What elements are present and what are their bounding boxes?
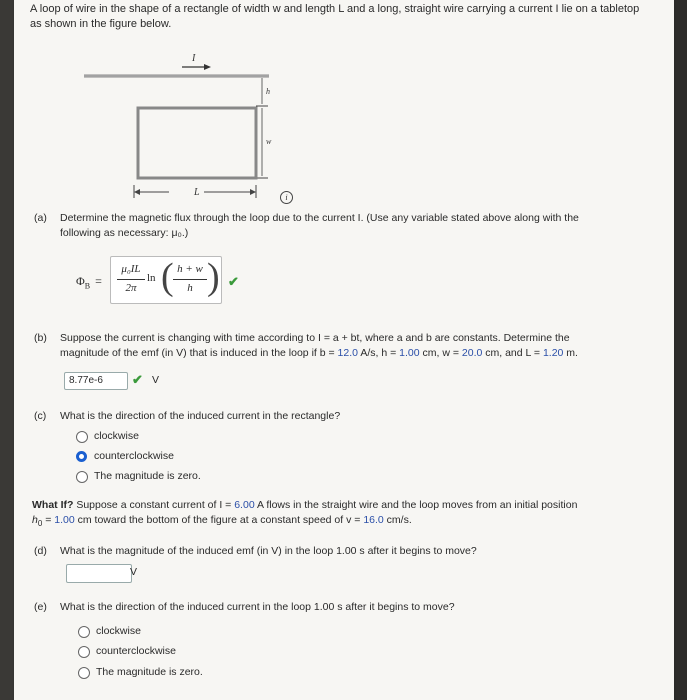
part-e-radio-counterclockwise[interactable] bbox=[78, 646, 90, 658]
what-if-heading: What If? bbox=[32, 499, 74, 511]
part-b-text-line1: Suppose the current is changing with time according to I = a + bt, where a and b are constants. Determine the bbox=[60, 332, 570, 344]
info-icon[interactable] bbox=[280, 191, 293, 204]
info-icon-glyph: i bbox=[285, 193, 288, 202]
part-b-text-c: cm, w = bbox=[419, 347, 462, 359]
b-value: 12.0 bbox=[337, 347, 358, 359]
h-value: 1.00 bbox=[399, 347, 420, 359]
L-value: 1.20 bbox=[542, 347, 564, 359]
what-if-line2-d: cm/s. bbox=[383, 514, 412, 526]
part-d-unit: V bbox=[130, 566, 138, 578]
part-e-label: (e) bbox=[34, 601, 47, 613]
part-e-question bbox=[34, 600, 455, 615]
w-value: 20.0 bbox=[461, 347, 483, 359]
part-e-option-counterclockwise: counterclockwise bbox=[96, 645, 176, 657]
h-label: h bbox=[266, 87, 270, 96]
part-c-option-counterclockwise: counterclockwise bbox=[94, 450, 174, 462]
I-value: 6.00 bbox=[234, 499, 255, 511]
part-c-label: (c) bbox=[34, 410, 47, 422]
part-b-unit: V bbox=[152, 374, 160, 386]
problem-intro: A loop of wire in the shape of a rectangle of width w and length L and a long, straight wire carrying a current I lie on a tabletop as shown in the figure below. bbox=[30, 3, 640, 30]
part-c-option-clockwise: clockwise bbox=[94, 430, 139, 442]
part-e-text: What is the direction of the induced current in the loop 1.00 s after it begins to move? bbox=[60, 601, 455, 613]
part-d-text: What is the magnitude of the induced emf (in V) in the loop 1.00 s after it begins to move? bbox=[60, 545, 477, 557]
right-paren: ) bbox=[207, 256, 220, 298]
v-value: 16.0 bbox=[363, 514, 384, 526]
equals-sign: = bbox=[95, 274, 102, 288]
inner-numerator: h + w bbox=[177, 263, 203, 275]
photo-edge-left bbox=[0, 0, 14, 700]
part-b-text-a: magnitude of the emf (in V) that is induced in the loop if b = bbox=[60, 347, 338, 359]
part-a-question bbox=[34, 211, 579, 241]
what-if-line2-c: cm toward the bottom of the figure at a constant speed of v = bbox=[74, 514, 364, 526]
h0-value: 1.00 bbox=[54, 514, 75, 526]
wire-loop bbox=[138, 108, 256, 178]
part-c-text: What is the direction of the induced current in the rectangle? bbox=[60, 410, 341, 422]
part-b-text-e: m. bbox=[563, 347, 578, 359]
part-a-label: (a) bbox=[34, 212, 47, 224]
part-e-radio-zero[interactable] bbox=[78, 667, 90, 679]
part-b-answer-input[interactable]: 8.77e-6 bbox=[64, 372, 128, 390]
what-if-line1-b: A flows in the straight wire and the loop moves from an initial position bbox=[254, 499, 578, 511]
L-label: L bbox=[194, 187, 200, 198]
h0-symbol: h bbox=[32, 514, 38, 526]
part-e-radio-clockwise[interactable] bbox=[78, 626, 90, 638]
part-c-option-zero: The magnitude is zero. bbox=[94, 470, 201, 482]
inner-denominator: h bbox=[187, 282, 193, 294]
photo-edge-right bbox=[674, 0, 687, 700]
h0-subscript: 0 bbox=[37, 519, 43, 529]
part-b-text-b: A/s, h = bbox=[357, 347, 400, 359]
left-paren: ( bbox=[161, 256, 174, 298]
part-d-question bbox=[34, 544, 477, 559]
what-if-text bbox=[32, 498, 577, 531]
part-a-text-line2: following as necessary: μ₀.) bbox=[60, 227, 189, 239]
fraction-denominator: 2π bbox=[125, 282, 137, 294]
part-c-radio-counterclockwise[interactable] bbox=[76, 451, 87, 462]
what-if-line2-b: = bbox=[42, 514, 55, 526]
ln-symbol: ln bbox=[147, 272, 156, 284]
problem-figure bbox=[74, 48, 304, 203]
what-if-line1-a: Suppose a constant current of I = bbox=[73, 499, 235, 511]
part-b-correct-icon: ✔ bbox=[132, 372, 143, 387]
part-b-text-d: cm, and L = bbox=[482, 347, 543, 359]
part-b-question bbox=[34, 331, 578, 361]
part-c-radio-zero[interactable] bbox=[76, 471, 88, 483]
w-label: w bbox=[266, 137, 272, 146]
part-a-correct-icon: ✔ bbox=[228, 274, 239, 289]
part-a-text-line1: Determine the magnetic flux through the loop due to the current I. (Use any variable stated above along with the bbox=[60, 212, 579, 224]
part-d-label: (d) bbox=[34, 545, 47, 557]
part-b-label: (b) bbox=[34, 332, 47, 344]
current-label: I bbox=[192, 53, 196, 64]
part-c-radio-clockwise[interactable] bbox=[76, 431, 88, 443]
part-c-question bbox=[34, 409, 340, 424]
problem-page bbox=[14, 0, 674, 700]
part-d-answer-input[interactable] bbox=[66, 564, 132, 583]
part-e-option-zero: The magnitude is zero. bbox=[96, 666, 203, 678]
part-e-option-clockwise: clockwise bbox=[96, 625, 141, 637]
fraction-numerator: μ₀IL bbox=[121, 263, 141, 275]
flux-subscript: B bbox=[84, 281, 91, 291]
wire-loop-diagram bbox=[74, 48, 304, 198]
formula-box[interactable] bbox=[110, 256, 222, 304]
flux-symbol: Φ bbox=[76, 274, 85, 288]
current-arrow-head bbox=[204, 64, 211, 70]
